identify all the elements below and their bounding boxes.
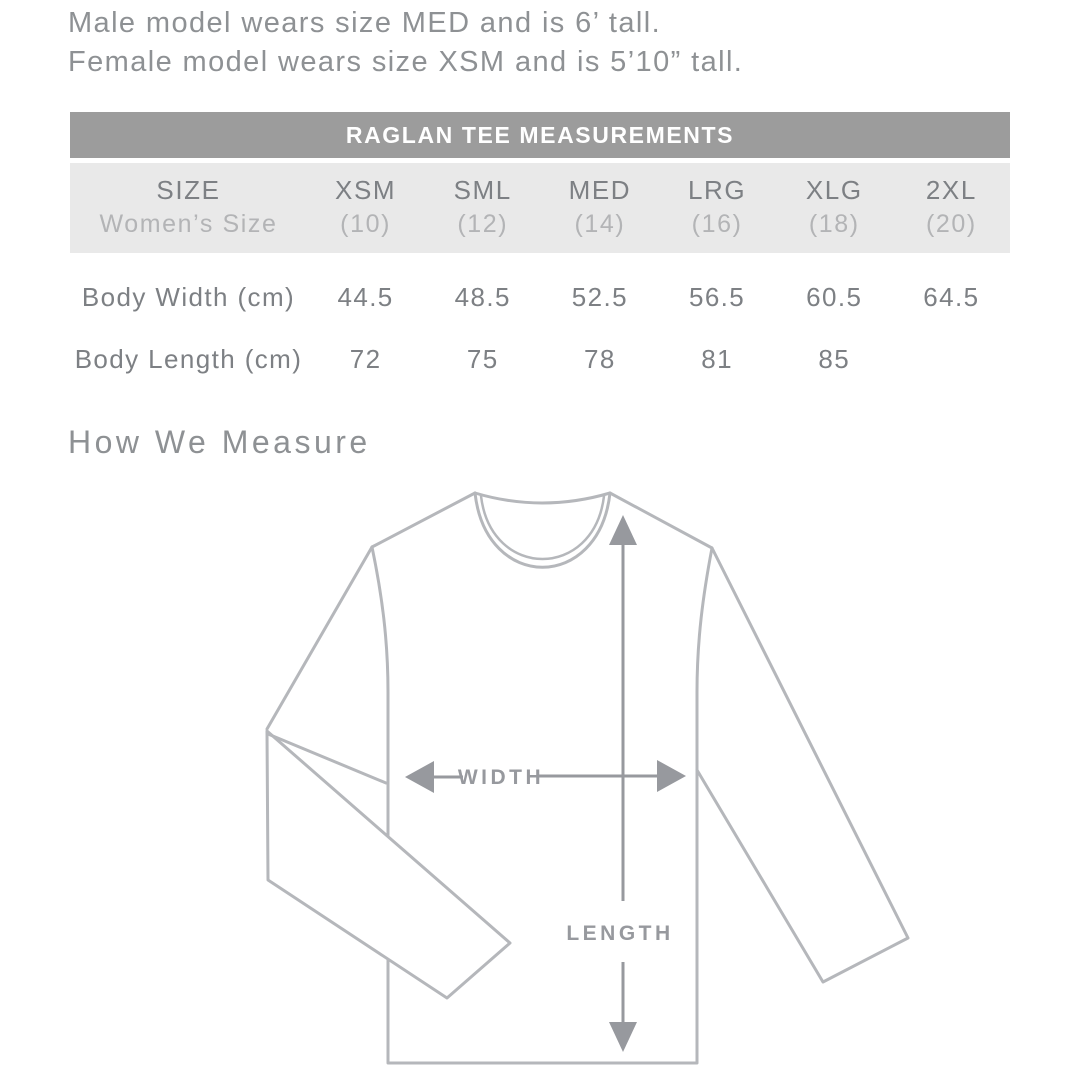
size-row-label: SIZE	[156, 174, 221, 205]
length-arrowhead-bottom	[609, 1022, 637, 1052]
size-col-sml: SML	[453, 174, 512, 205]
left-sleeve-outer-edge	[267, 547, 372, 729]
right-sleeve	[697, 548, 908, 982]
width-arrow	[405, 760, 686, 793]
womens-size-12: (12)	[457, 209, 509, 238]
table-title: RAGLAN TEE MEASUREMENTS	[345, 121, 735, 148]
size-col-lrg: LRG	[687, 174, 747, 205]
model-info-line-male: Male model wears size MED and is 6’ tall.	[68, 7, 662, 39]
row-label-body-length: Body Length (cm)	[74, 343, 303, 374]
womens-size-18: (18)	[808, 209, 860, 238]
length-arrowhead-top	[609, 515, 637, 545]
body-width-xsm: 44.5	[337, 281, 394, 312]
body-length-2xl: 85	[818, 343, 851, 374]
model-info-line-female: Female model wears size XSM and is 5’10” tall.	[68, 46, 744, 78]
length-label: LENGTH	[566, 922, 674, 945]
body-width-2xl: 64.5	[923, 281, 980, 312]
size-col-xlg: XLG	[805, 174, 863, 205]
size-col-med: MED	[568, 174, 632, 205]
width-arrowhead-left	[405, 761, 434, 793]
womens-size-16: (16)	[691, 209, 743, 238]
womens-size-20: (20)	[925, 209, 977, 238]
body-length-sml: 75	[466, 343, 499, 374]
size-col-2xl: 2XL	[925, 174, 977, 205]
body-width-lrg: 56.5	[688, 281, 746, 312]
how-we-measure-heading: How We Measure	[68, 424, 371, 460]
row-label-body-width: Body Width (cm)	[81, 281, 296, 312]
size-col-xsm: XSM	[335, 174, 397, 205]
womens-size-10: (10)	[340, 209, 391, 238]
body-length-xsm: 72	[349, 343, 382, 374]
body-length-med: 78	[584, 343, 616, 374]
width-arrowhead-right	[657, 760, 686, 792]
womens-size-14: (14)	[574, 209, 626, 238]
body-width-sml: 48.5	[454, 281, 511, 312]
body-width-med: 52.5	[571, 281, 629, 312]
collar-back-line	[475, 493, 610, 503]
body-width-xlg: 60.5	[806, 281, 863, 312]
body-length-lrg: 81	[701, 343, 733, 374]
womens-row-label: Women’s Size	[99, 209, 278, 238]
width-label: WIDTH	[457, 766, 545, 789]
